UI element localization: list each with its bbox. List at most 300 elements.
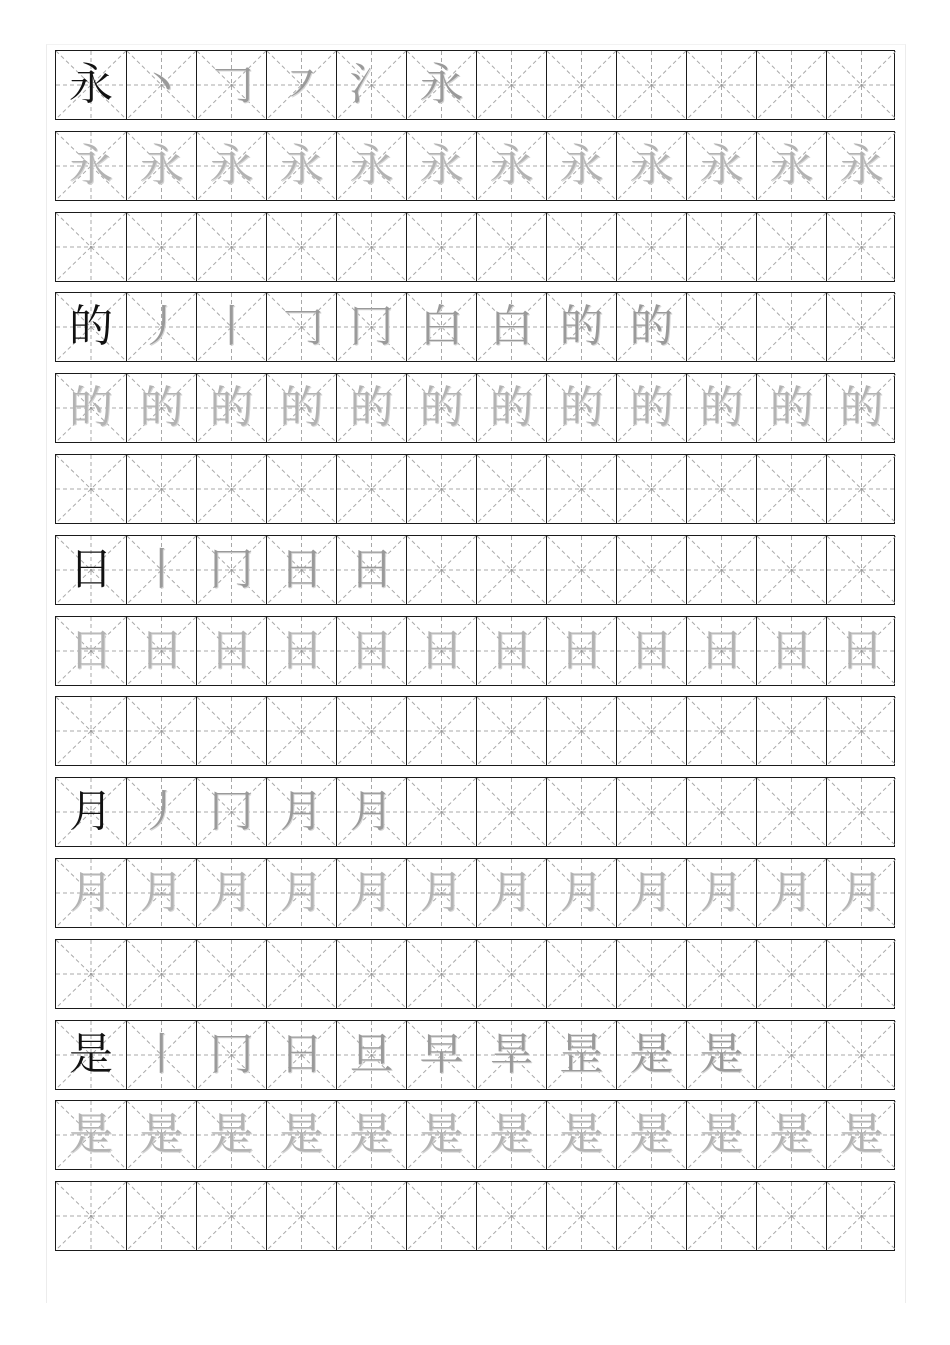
trace-character: 永 (279, 139, 324, 191)
stroke-step-character: 昰 (559, 1028, 604, 1080)
cell-guide-lines (477, 455, 546, 523)
grid-cell (196, 617, 266, 685)
grid-cell[interactable] (406, 1182, 476, 1250)
cell-guide-lines (617, 536, 686, 604)
grid-cell (406, 617, 476, 685)
stroke-step-character: 早 (419, 1028, 464, 1080)
grid-cell[interactable] (546, 51, 616, 119)
grid-cell (476, 132, 546, 200)
cell-guide-lines (827, 1021, 896, 1089)
grid-cell[interactable] (266, 455, 336, 523)
grid-cell (266, 293, 336, 361)
cell-guide-lines (477, 778, 546, 846)
grid-cell (756, 132, 826, 200)
grid-cell (826, 1101, 896, 1169)
trace-character: 日 (699, 624, 744, 676)
cell-guide-lines (687, 51, 756, 119)
grid-cell[interactable] (616, 51, 686, 119)
grid-cell[interactable] (616, 940, 686, 1008)
grid-cell[interactable] (56, 940, 126, 1008)
grid-cell[interactable] (826, 213, 896, 281)
model-character: 是 (69, 1028, 113, 1080)
grid-cell (616, 132, 686, 200)
stroke-step-character: 丨 (139, 543, 184, 595)
grid-cell (56, 778, 126, 846)
grid-cell[interactable] (756, 1182, 826, 1250)
cell-guide-lines (547, 697, 616, 765)
cell-guide-lines (56, 455, 126, 523)
grid-cell[interactable] (476, 536, 546, 604)
trace-character: 日 (209, 624, 254, 676)
grid-cell (126, 859, 196, 927)
stroke-step-character: 𠃌 (279, 301, 324, 353)
stroke-step-character: 白 (489, 301, 534, 353)
grid-cell[interactable] (546, 455, 616, 523)
trace-character: 日 (139, 624, 184, 676)
trace-character: 的 (629, 382, 674, 434)
trace-character: 月 (559, 867, 604, 918)
grid-cell[interactable] (686, 51, 756, 119)
cell-guide-lines (547, 778, 616, 846)
grid-cell[interactable] (826, 778, 896, 846)
cell-guide-lines (757, 1021, 826, 1089)
grid-cell (546, 374, 616, 442)
grid-cell (196, 374, 266, 442)
cell-guide-lines (757, 778, 826, 846)
grid-cell[interactable] (126, 1182, 196, 1250)
blank-practice-row (55, 939, 895, 1009)
trace-character: 月 (69, 867, 113, 918)
grid-cell[interactable] (826, 1182, 896, 1250)
trace-character: 的 (559, 382, 604, 434)
trace-character: 月 (489, 867, 534, 918)
grid-cell[interactable] (126, 213, 196, 281)
grid-cell[interactable] (756, 536, 826, 604)
cell-guide-lines (547, 1182, 616, 1250)
grid-cell[interactable] (406, 455, 476, 523)
grid-cell (406, 132, 476, 200)
grid-cell (336, 778, 406, 846)
grid-cell[interactable] (756, 213, 826, 281)
cell-guide-lines (56, 940, 126, 1008)
cell-guide-lines (757, 697, 826, 765)
grid-cell (266, 859, 336, 927)
blank-practice-row (55, 1181, 895, 1251)
grid-cell[interactable] (756, 51, 826, 119)
grid-cell (616, 374, 686, 442)
grid-cell (406, 374, 476, 442)
grid-cell[interactable] (476, 51, 546, 119)
grid-cell (336, 617, 406, 685)
grid-cell (196, 536, 266, 604)
grid-cell (686, 617, 756, 685)
stroke-step-character: 的 (629, 301, 674, 353)
cell-guide-lines (687, 778, 756, 846)
blank-practice-row (55, 454, 895, 524)
stroke-step-character: 是 (699, 1028, 744, 1080)
cell-guide-lines (127, 697, 196, 765)
grid-cell[interactable] (126, 697, 196, 765)
trace-row (55, 131, 895, 201)
trace-character: 的 (769, 382, 814, 434)
grid-cell (406, 1101, 476, 1169)
stroke-step-character: 冂 (209, 786, 254, 838)
grid-cell[interactable] (196, 455, 266, 523)
stroke-step-character: 月 (279, 786, 324, 838)
grid-cell (406, 859, 476, 927)
grid-cell (546, 1021, 616, 1089)
grid-cell[interactable] (56, 455, 126, 523)
cell-guide-lines (407, 213, 476, 281)
grid-cell[interactable] (126, 940, 196, 1008)
grid-cell (406, 1021, 476, 1089)
cell-guide-lines (827, 213, 896, 281)
grid-cell[interactable] (616, 778, 686, 846)
cell-guide-lines (127, 1182, 196, 1250)
grid-cell (406, 51, 476, 119)
cell-guide-lines (56, 213, 126, 281)
trace-character: 永 (69, 139, 113, 191)
grid-cell[interactable] (336, 697, 406, 765)
cell-guide-lines (547, 536, 616, 604)
grid-cell (756, 374, 826, 442)
stroke-step-character: 冂 (209, 543, 254, 595)
grid-cell[interactable] (546, 1182, 616, 1250)
grid-cell (756, 859, 826, 927)
model-character: 日 (69, 543, 113, 595)
grid-cell (196, 859, 266, 927)
model-character: 永 (69, 59, 113, 110)
grid-cell[interactable] (336, 940, 406, 1008)
grid-cell[interactable] (476, 940, 546, 1008)
grid-cell[interactable] (546, 697, 616, 765)
cell-guide-lines (687, 455, 756, 523)
model-character: 的 (69, 301, 113, 353)
cell-guide-lines (757, 455, 826, 523)
grid-cell[interactable] (406, 940, 476, 1008)
trace-character: 是 (419, 1109, 464, 1161)
grid-cell (476, 293, 546, 361)
grid-cell[interactable] (756, 1021, 826, 1089)
stroke-step-character: 氵 (349, 59, 394, 110)
grid-cell (266, 778, 336, 846)
trace-character: 月 (349, 867, 394, 918)
trace-character: 的 (139, 382, 184, 434)
grid-cell (126, 1101, 196, 1169)
cell-guide-lines (407, 1182, 476, 1250)
grid-cell[interactable] (756, 293, 826, 361)
grid-cell (196, 1021, 266, 1089)
stroke-step-character: 日 (349, 543, 394, 595)
grid-cell[interactable] (616, 1182, 686, 1250)
trace-character: 永 (769, 139, 814, 191)
grid-cell (336, 1021, 406, 1089)
grid-cell (266, 1021, 336, 1089)
cell-guide-lines (267, 697, 336, 765)
trace-character: 永 (209, 139, 254, 191)
grid-cell (546, 859, 616, 927)
grid-cell[interactable] (546, 213, 616, 281)
trace-character: 的 (69, 382, 113, 434)
trace-character: 是 (69, 1109, 113, 1161)
cell-guide-lines (407, 697, 476, 765)
grid-cell[interactable] (266, 1182, 336, 1250)
grid-cell[interactable] (826, 51, 896, 119)
grid-cell (826, 859, 896, 927)
grid-cell (686, 1101, 756, 1169)
grid-cell (826, 617, 896, 685)
grid-cell[interactable] (476, 213, 546, 281)
grid-cell (266, 536, 336, 604)
trace-character: 永 (139, 139, 184, 191)
trace-character: 日 (419, 624, 464, 676)
trace-character: 月 (839, 867, 884, 918)
grid-cell[interactable] (476, 697, 546, 765)
cell-guide-lines (547, 455, 616, 523)
grid-cell[interactable] (686, 778, 756, 846)
trace-character: 月 (419, 867, 464, 918)
cell-guide-lines (687, 1182, 756, 1250)
grid-cell[interactable] (686, 697, 756, 765)
cell-guide-lines (617, 940, 686, 1008)
cell-guide-lines (407, 455, 476, 523)
cell-guide-lines (197, 213, 266, 281)
grid-cell (196, 1101, 266, 1169)
grid-cell[interactable] (266, 940, 336, 1008)
cell-guide-lines (827, 455, 896, 523)
trace-character: 的 (419, 382, 464, 434)
cell-guide-lines (757, 940, 826, 1008)
grid-cell[interactable] (826, 940, 896, 1008)
grid-cell[interactable] (476, 1182, 546, 1250)
grid-cell (126, 293, 196, 361)
grid-cell[interactable] (616, 455, 686, 523)
grid-cell[interactable] (196, 213, 266, 281)
cell-guide-lines (477, 697, 546, 765)
cell-guide-lines (547, 940, 616, 1008)
grid-cell (686, 859, 756, 927)
cell-guide-lines (197, 455, 266, 523)
grid-cell (56, 51, 126, 119)
grid-cell[interactable] (266, 213, 336, 281)
trace-character: 是 (839, 1109, 884, 1161)
grid-cell (406, 293, 476, 361)
grid-cell[interactable] (756, 455, 826, 523)
cell-guide-lines (477, 1182, 546, 1250)
cell-guide-lines (827, 51, 896, 119)
stroke-step-character: ㇇ (279, 59, 324, 110)
grid-cell (196, 132, 266, 200)
grid-cell[interactable] (476, 778, 546, 846)
grid-cell[interactable] (406, 536, 476, 604)
stroke-order-row (55, 535, 895, 605)
grid-cell[interactable] (686, 1182, 756, 1250)
grid-cell (476, 1021, 546, 1089)
trace-character: 日 (629, 624, 674, 676)
grid-cell (126, 536, 196, 604)
grid-cell[interactable] (546, 536, 616, 604)
cell-guide-lines (267, 213, 336, 281)
stroke-step-character: 月 (349, 786, 394, 838)
cell-guide-lines (547, 213, 616, 281)
grid-cell (756, 1101, 826, 1169)
grid-cell (266, 617, 336, 685)
stroke-step-character: 𠃌 (209, 59, 254, 110)
cell-guide-lines (617, 778, 686, 846)
trace-character: 月 (629, 867, 674, 918)
trace-row (55, 858, 895, 928)
grid-cell (126, 617, 196, 685)
grid-cell (266, 132, 336, 200)
grid-cell[interactable] (826, 455, 896, 523)
cell-guide-lines (617, 1182, 686, 1250)
cell-guide-lines (337, 213, 406, 281)
grid-cell (336, 1101, 406, 1169)
cell-guide-lines (477, 536, 546, 604)
cell-guide-lines (757, 1182, 826, 1250)
cell-guide-lines (477, 940, 546, 1008)
grid-cell (196, 778, 266, 846)
trace-character: 是 (629, 1109, 674, 1161)
grid-cell (546, 293, 616, 361)
grid-cell[interactable] (336, 455, 406, 523)
trace-character: 是 (209, 1109, 254, 1161)
grid-cell[interactable] (56, 1182, 126, 1250)
grid-cell[interactable] (126, 455, 196, 523)
grid-cell (616, 859, 686, 927)
stroke-step-character: 的 (559, 301, 604, 353)
cell-guide-lines (757, 293, 826, 361)
grid-cell[interactable] (826, 536, 896, 604)
stroke-step-character: 日 (279, 543, 324, 595)
trace-row (55, 1100, 895, 1170)
stroke-step-character: 旱 (489, 1028, 534, 1080)
grid-cell[interactable] (406, 213, 476, 281)
grid-cell[interactable] (406, 778, 476, 846)
trace-character: 是 (139, 1109, 184, 1161)
grid-cell (56, 1101, 126, 1169)
grid-cell[interactable] (826, 293, 896, 361)
grid-cell[interactable] (686, 213, 756, 281)
cell-guide-lines (337, 940, 406, 1008)
cell-guide-lines (56, 697, 126, 765)
grid-cell (266, 1101, 336, 1169)
grid-cell[interactable] (616, 697, 686, 765)
stroke-step-character: 丶 (139, 59, 184, 110)
grid-cell (336, 536, 406, 604)
grid-cell[interactable] (826, 1021, 896, 1089)
trace-character: 月 (769, 867, 814, 918)
stroke-order-row (55, 292, 895, 362)
grid-cell[interactable] (406, 697, 476, 765)
grid-cell[interactable] (196, 1182, 266, 1250)
cell-guide-lines (687, 293, 756, 361)
trace-row (55, 373, 895, 443)
grid-cell (686, 374, 756, 442)
stroke-order-row (55, 50, 895, 120)
grid-cell[interactable] (686, 536, 756, 604)
cell-guide-lines (56, 1182, 126, 1250)
trace-character: 是 (699, 1109, 744, 1161)
grid-cell (196, 293, 266, 361)
trace-character: 的 (839, 382, 884, 434)
trace-character: 是 (279, 1109, 324, 1161)
cell-guide-lines (687, 940, 756, 1008)
grid-cell (56, 859, 126, 927)
stroke-step-character: 丿 (139, 786, 184, 838)
trace-character: 是 (559, 1109, 604, 1161)
blank-practice-row (55, 696, 895, 766)
grid-cell (686, 132, 756, 200)
grid-cell (336, 51, 406, 119)
grid-cell[interactable] (196, 940, 266, 1008)
stroke-step-character: 冂 (349, 301, 394, 353)
grid-cell (56, 536, 126, 604)
grid-cell[interactable] (826, 697, 896, 765)
grid-cell[interactable] (546, 778, 616, 846)
grid-cell (616, 1101, 686, 1169)
grid-cell (546, 1101, 616, 1169)
cell-guide-lines (407, 536, 476, 604)
grid-cell[interactable] (616, 536, 686, 604)
trace-character: 的 (349, 382, 394, 434)
grid-cell (336, 859, 406, 927)
grid-cell[interactable] (686, 293, 756, 361)
grid-cell[interactable] (56, 697, 126, 765)
grid-cell[interactable] (756, 697, 826, 765)
trace-character: 永 (419, 139, 464, 191)
grid-cell (476, 859, 546, 927)
cell-guide-lines (827, 940, 896, 1008)
trace-character: 日 (489, 624, 534, 676)
grid-cell (56, 132, 126, 200)
grid-cell[interactable] (336, 1182, 406, 1250)
trace-character: 永 (699, 139, 744, 191)
cell-guide-lines (687, 213, 756, 281)
grid-cell[interactable] (756, 778, 826, 846)
cell-guide-lines (617, 213, 686, 281)
grid-cell[interactable] (756, 940, 826, 1008)
grid-cell (616, 1021, 686, 1089)
grid-cell (476, 374, 546, 442)
grid-cell[interactable] (686, 940, 756, 1008)
cell-guide-lines (197, 1182, 266, 1250)
grid-cell[interactable] (616, 213, 686, 281)
grid-cell (56, 374, 126, 442)
grid-cell[interactable] (196, 697, 266, 765)
cell-guide-lines (827, 536, 896, 604)
cell-guide-lines (197, 940, 266, 1008)
cell-guide-lines (337, 1182, 406, 1250)
stroke-order-row (55, 1020, 895, 1090)
cell-guide-lines (337, 697, 406, 765)
stroke-step-character: 冂 (209, 1028, 254, 1080)
grid-cell (336, 132, 406, 200)
cell-guide-lines (617, 455, 686, 523)
grid-cell[interactable] (476, 455, 546, 523)
grid-cell[interactable] (686, 455, 756, 523)
cell-guide-lines (757, 536, 826, 604)
cell-guide-lines (477, 51, 546, 119)
grid-cell[interactable] (266, 697, 336, 765)
trace-character: 的 (699, 382, 744, 434)
grid-cell[interactable] (336, 213, 406, 281)
cell-guide-lines (827, 778, 896, 846)
grid-cell (336, 374, 406, 442)
cell-guide-lines (407, 940, 476, 1008)
grid-cell[interactable] (56, 213, 126, 281)
grid-cell[interactable] (546, 940, 616, 1008)
